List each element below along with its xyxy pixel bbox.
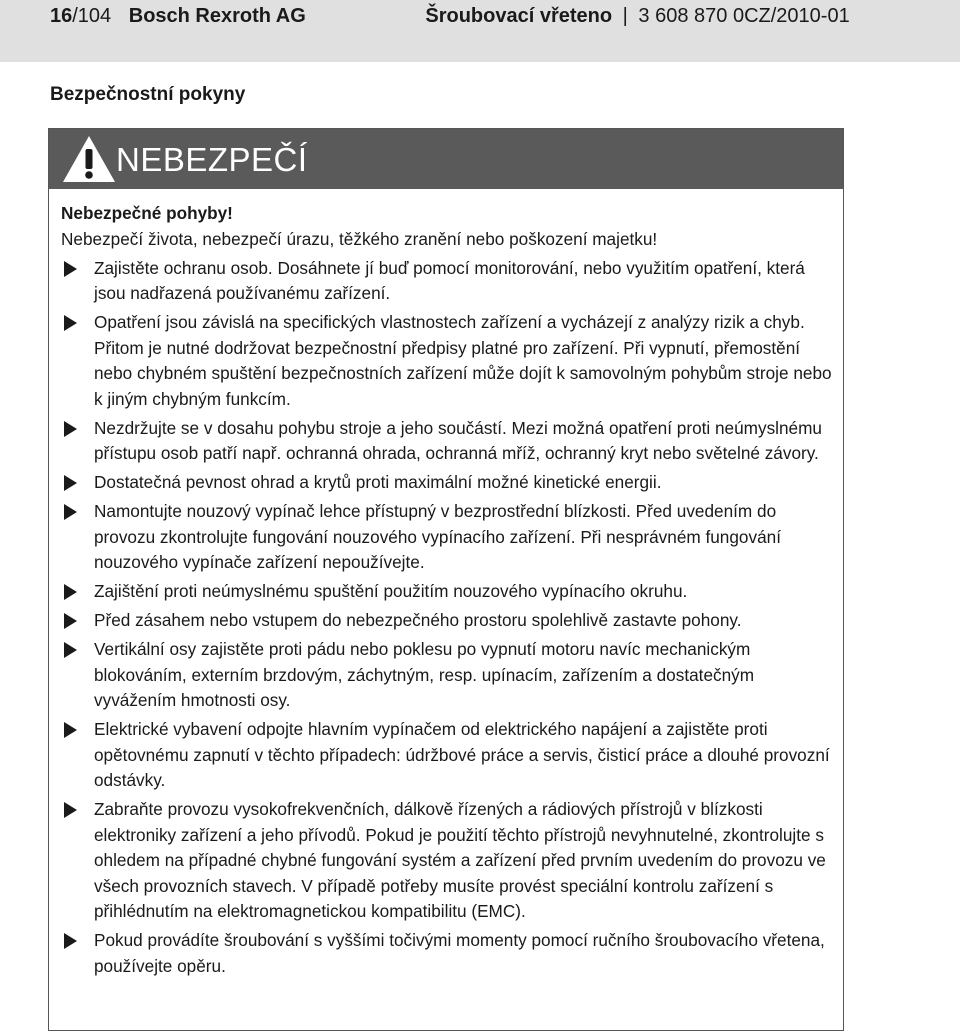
arrow-bullet-icon [64, 642, 77, 658]
list-item-text: Zabraňte provozu vysokofrekvenčních, dálkově řízených a rádiových přístrojů v blízkosti elektroniky zařízení a jeho přívodů. Pokud je použití těchto přístrojů nevyhnutelné, zkontrolujte s ohledem na případné chybné fungování systém a zařízení před prvním uvedením do provozu ve všech provozních stavech. V případě potřeby musíte provést speciální kontrolu zařízení s přihlédnutím na elektromagnetickou kompatibilitu (EMC). [94, 799, 826, 921]
arrow-bullet-icon [64, 261, 77, 277]
arrow-bullet-icon [64, 504, 77, 520]
arrow-bullet-icon [64, 722, 77, 738]
section-title: Bezpečnostní pokyny [50, 84, 246, 105]
arrow-bullet-icon [64, 933, 77, 949]
page-total: /104 [72, 5, 112, 27]
arrow-bullet-icon [64, 584, 77, 600]
list-item-text: Elektrické vybavení odpojte hlavním vypínačem od elektrického napájení a zajistěte proti opětovnému zapnutí v těchto případech: údržbové práce a servis, čisticí práce a dlouhé provozní odstávky. [94, 719, 830, 790]
header-separator: | [622, 5, 628, 27]
warning-list [61, 256, 833, 980]
list-item-text: Před zásahem nebo vstupem do nebezpečného prostoru spolehlivě zastavte pohony. [94, 610, 742, 630]
warning-body [49, 189, 843, 979]
list-item [61, 416, 833, 467]
warning-heading: NEBEZPEČÍ [116, 141, 308, 178]
arrow-bullet-icon [64, 315, 77, 331]
list-item-text: Zajistěte ochranu osob. Dosáhnete jí buď pomocí monitorování, nebo využitím opatření, která jsou nadřazená používanému zařízení. [94, 257, 805, 303]
warning-heading-bar [49, 129, 843, 189]
list-item [61, 499, 833, 576]
list-item [61, 637, 833, 714]
arrow-bullet-icon [64, 475, 77, 491]
list-item [61, 310, 833, 412]
document-reference: 3 608 870 0CZ/2010-01 [638, 5, 850, 27]
list-item-text: Vertikální osy zajistěte proti pádu nebo poklesu po vypnutí motoru navíc mechanickým blokováním, externím brzdovým, záchytným, resp. upínacím, zařízením a dostatečným vyvážením hmotnosti osy. [94, 639, 755, 710]
arrow-bullet-icon [64, 802, 77, 818]
header-line [50, 5, 850, 28]
warning-subheading: Nebezpečné pohyby! [61, 203, 233, 223]
arrow-bullet-icon [64, 613, 77, 629]
list-item-text: Dostatečná pevnost ohrad a krytů proti maximální možné kinetické energii. [94, 472, 662, 492]
list-item [61, 797, 833, 925]
list-item [61, 470, 833, 496]
list-item-text: Pokud provádíte šroubování s vyššími točivými momenty pomocí ručního šroubovacího vřetena, používejte opěru. [94, 930, 825, 976]
list-item-text: Nezdržujte se v dosahu pohybu stroje a jeho součástí. Mezi možná opatření proti neúmyslnému přístupu osob patří např. ochranná ohrada, ochranná mříž, ochranný kryt nebo světelné závory. [94, 417, 822, 463]
warning-triangle-icon [60, 133, 118, 185]
warning-intro: Nebezpečí života, nebezpečí úrazu, těžkého zranění nebo poškození majetku! [61, 228, 658, 249]
arrow-bullet-icon [64, 421, 77, 437]
list-item [61, 717, 833, 794]
list-item-text: Opatření jsou závislá na specifických vlastnostech zařízení a vycházejí z analýzy rizik a chyb. Přitom je nutné dodržovat bezpečnostní předpisy platné pro zařízení. Při vypnutí, přemostění nebo chybném spuštění bezpečnostních zařízení může dojít k samovolným pohybům stroje nebo k jiným chybným funkcím. [94, 312, 832, 409]
page-header [0, 0, 960, 62]
list-item [61, 256, 833, 307]
list-item [61, 608, 833, 634]
company-name: Bosch Rexroth AG [128, 5, 306, 27]
list-item-text: Namontujte nouzový vypínač lehce přístupný v bezprostřední blízkosti. Před uvedením do provozu zkontrolujte fungování nouzového vypínacího zařízení. Při nesprávném fungování nouzového vypínače zařízení nepoužívejte. [94, 501, 781, 572]
list-item [61, 928, 833, 979]
list-item-text: Zajištění proti neúmyslnému spuštění použitím nouzového vypínacího okruhu. [94, 581, 688, 601]
page-number: 16 [50, 5, 73, 27]
danger-warning-box [48, 128, 844, 1031]
document-title: Šroubovací vřeteno [425, 5, 613, 27]
list-item [61, 579, 833, 605]
